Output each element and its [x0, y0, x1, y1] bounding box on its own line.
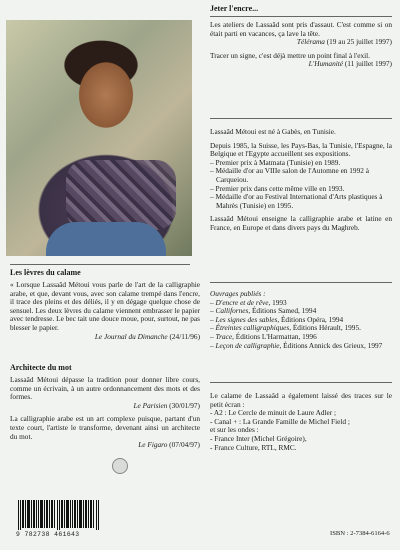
bio-exhibitions: Depuis 1985, la Suisse, les Pays-Bas, la Tunisie, l'Espagne, la Belgique et l'Egypte accueillent ses expositions. — [210, 140, 392, 159]
section-heading-architecte: Architecte du mot — [10, 363, 72, 372]
list-item: – Premier prix à Matmata (Tunisie) en 1989. — [210, 159, 392, 168]
jeter-paragraph-1: Les ateliers de Lassaâd sont pris d'assaut. C'est comme si on était parti en vacances, ça lave la tête. — [210, 20, 392, 38]
divider — [210, 382, 392, 383]
right-column — [210, 4, 392, 74]
list-item: – Leçon de calligraphie, Éditions Annick des Grieux, 1997 — [210, 342, 392, 351]
source-figaro: Le Figaro (07/04/97) — [138, 440, 200, 450]
bio-teaching: Lassaâd Métoui enseigne la calligraphie arabe et latine en France, en Europe et dans divers pays du Maghreb. — [210, 214, 392, 232]
media-intro: Le calame de Lassaâd a également laissé des traces sur le petit écran : — [210, 391, 392, 409]
list-item: - France Inter (Michel Grégoire), — [210, 435, 392, 444]
list-item: - Canal + : La Grande Famille de Michel Field ; — [210, 418, 392, 427]
divider — [210, 16, 392, 17]
prizes-list — [210, 159, 392, 211]
barcode-number: 9 782738 461643 — [16, 531, 80, 538]
list-item: - A2 : Le Cercle de minuit de Laure Adler ; — [210, 409, 392, 418]
divider — [210, 282, 392, 283]
photo-shirt — [66, 160, 176, 230]
section-heading-levres: Les lèvres du calame — [10, 268, 81, 277]
jeter-paragraph-2: Tracer un signe, c'est déjà mettre un point final à l'exil. — [210, 50, 371, 60]
levres-section — [10, 268, 200, 346]
ouvrages-list — [210, 299, 392, 351]
media-radio-intro: et sur les ondes : — [210, 425, 259, 435]
list-item: – Médaille d'or au Festival International d'Arts plastiques à Mahrès (Tunisie) en 1995. — [210, 193, 392, 210]
list-item: – Callifornes, Éditions Samed, 1994 — [210, 307, 392, 316]
author-photo — [6, 20, 192, 256]
publisher-logo-icon — [112, 458, 128, 474]
isbn: ISBN : 2-7384-6164-6 — [330, 530, 390, 537]
architecte-paragraph-1: Lassaâd Métoui dépasse la tradition pour donner libre cours, comme un écrivain, à un autre ordonnancement des mots et des formes. — [10, 375, 200, 402]
source-jdd: Le Journal du Dimanche (24/11/96) — [94, 331, 200, 341]
source-telerama: Télérama (19 au 25 juillet 1997) — [296, 37, 392, 47]
list-item: – Étreintes calligraphiques, Éditions Hérault, 1995. — [210, 324, 392, 333]
list-item: – Médaille d'or au VIIIe salon de l'Automne en 1992 à Carqueiou. — [210, 167, 392, 184]
architecte-section — [10, 363, 200, 455]
section-heading-jeter: Jeter l'encre... — [210, 4, 259, 13]
list-item: – Les signes des sables, Éditions Opéra, 1994 — [210, 316, 392, 325]
barcode — [18, 500, 100, 530]
ouvrages-heading: Ouvrages publiés : — [210, 289, 266, 298]
list-item: – Premier prix dans cette même ville en 1993. — [210, 185, 392, 194]
media-section — [210, 392, 392, 452]
tv-list — [210, 409, 392, 426]
list-item: – Trace, Éditions L'Harmattan, 1996 — [210, 333, 392, 342]
architecte-paragraph-2: La calligraphie arabe est un art complexe puisque, partant d'un texte court, l'artiste le transforme, devenant ainsi un architecte du mot. — [10, 414, 200, 441]
divider — [210, 118, 392, 119]
source-parisien: Le Parisien (30/01/97) — [133, 400, 200, 410]
list-item: - France Culture, RTL, RMC. — [210, 444, 392, 453]
photo-jeans — [46, 222, 166, 256]
radio-list — [210, 435, 392, 452]
ouvrages-section — [210, 290, 392, 350]
list-item: – D'encre et de rêve, 1993 — [210, 299, 392, 308]
levres-quote: « Lorsque Lassaâd Métoui vous parle de l'art de la calligraphie arabe, et que, devant vous, avec son calame trempé dans l'encre, il trace des pleins et des déliés, il y en dégage quelque chose de sensuel. Les deux lèvres du calame viennent embrasser le papier avec tendresse. Le bec tait une douce moue, pour, surtout, ne pas blesser le papier. — [10, 280, 200, 332]
divider — [10, 264, 190, 265]
bio-section — [210, 128, 392, 233]
source-humanite: L'Humanité (11 juillet 1997) — [308, 59, 392, 69]
bio-birth: Lassaâd Métoui est né à Gabès, en Tunisie. — [210, 127, 336, 136]
